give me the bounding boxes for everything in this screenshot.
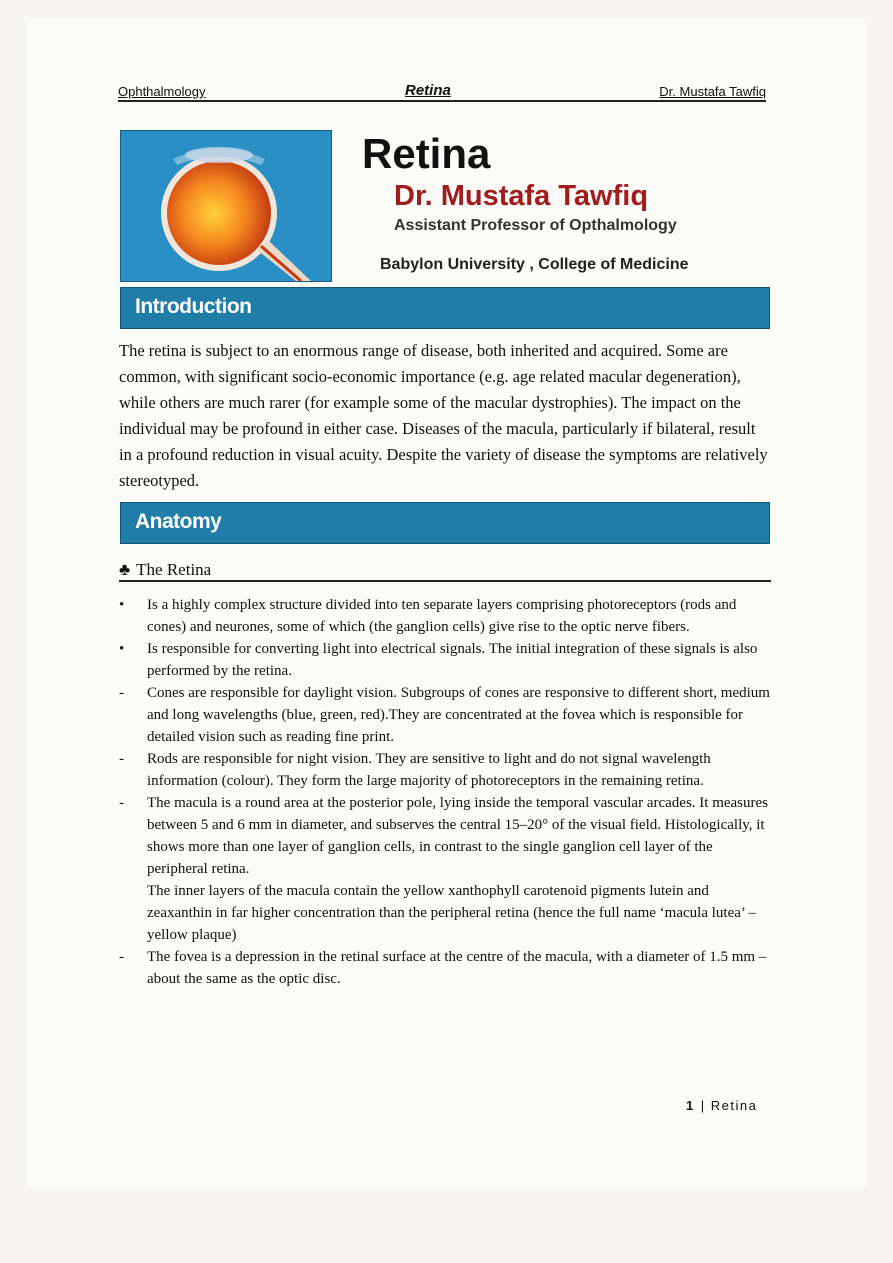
author-affiliation: Babylon University , College of Medicine <box>380 256 689 273</box>
list-item-text: Rods are responsible for night vision. They are sensitive to light and do not signal wavelength information (colour). They form the large majority of photoreceptors in the remaining retina. <box>147 751 711 789</box>
introduction-text: The retina is subject to an enormous range of disease, both inherited and acquired. Some are common, with significant socio-economic importance (e.g. age related macular degeneration), while others are much rarer (for example some of the macular dystrophies). The impact on the individual may be profound in either case. Diseases of the macula, particularly if bilateral, result in a profound reduction in visual acuity. Despite the variety of disease the symptoms are relatively stereotyped. <box>119 341 768 490</box>
anatomy-heading: Anatomy <box>135 510 222 533</box>
bullet-icon: • <box>119 597 125 613</box>
dash-icon: - <box>119 949 124 965</box>
list-item-text: Is responsible for converting light into electrical signals. The initial integration of these signals is also performed by the retina. <box>147 641 758 679</box>
list-item-text: Cones are responsible for daylight vision. Subgroups of cones are responsive to different short, medium and long wavelengths (blue, green, red).They are concentrated at the fovea which is responsible for detailed vision such as reading fine print. <box>147 685 770 745</box>
dash-icon: - <box>119 685 124 701</box>
list-item-text: The fovea is a depression in the retinal surface at the centre of the macula, with a diameter of 1.5 mm – about the same as the optic disc. <box>147 949 767 987</box>
list-item <box>119 792 773 880</box>
dash-icon: - <box>119 795 124 811</box>
subsection-title: The Retina <box>136 560 212 579</box>
page-number: 1 <box>686 1098 695 1113</box>
list-item <box>119 946 773 990</box>
introduction-heading: Introduction <box>135 295 252 318</box>
title-block <box>362 130 772 274</box>
subsection-heading <box>119 560 771 582</box>
document-author: Dr. Mustafa Tawfiq <box>394 180 649 212</box>
dash-icon: - <box>119 751 124 767</box>
list-item <box>119 748 773 792</box>
page-footer <box>686 1098 757 1113</box>
list-item-text: Is a highly complex structure divided into ten separate layers comprising photoreceptors (rods and cones) and neurones, some of which (the ganglion cells) give rise to the optic nerve fibers. <box>147 597 737 635</box>
club-icon: ♣ <box>119 560 131 579</box>
header-topic: Retina <box>405 82 451 99</box>
list-item <box>119 880 773 946</box>
list-item-text: The inner layers of the macula contain the yellow xanthophyll carotenoid pigments lutein and zeaxanthin in far higher concentration than the peripheral retina (hence the full name ‘macula lutea’ – yellow plaque) <box>147 883 757 943</box>
anatomy-list <box>119 594 773 990</box>
author-role: Assistant Professor of Opthalmology <box>394 217 677 234</box>
list-item <box>119 594 773 638</box>
header-author: Dr. Mustafa Tawfiq <box>659 84 766 99</box>
list-item-text: The macula is a round area at the posterior pole, lying inside the temporal vascular arcades. It measures between 5 and 6 mm in diameter, and subserves the central 15–20° of the visual field. Histologically, it shows more than one layer of ganglion cells, in contrast to the single ganglion cell layer of the peripheral retina. <box>147 795 769 877</box>
running-header <box>118 80 766 102</box>
eye-illustration-icon <box>120 130 332 282</box>
bullet-icon: • <box>119 641 125 657</box>
footer-label: Retina <box>710 1098 758 1113</box>
footer-separator: | <box>700 1098 706 1113</box>
header-course: Ophthalmology <box>118 84 206 99</box>
anatomy-heading-bar <box>120 502 770 544</box>
list-item <box>119 682 773 748</box>
document-title: Retina <box>362 130 491 177</box>
introduction-heading-bar <box>120 287 770 329</box>
list-item <box>119 638 773 682</box>
